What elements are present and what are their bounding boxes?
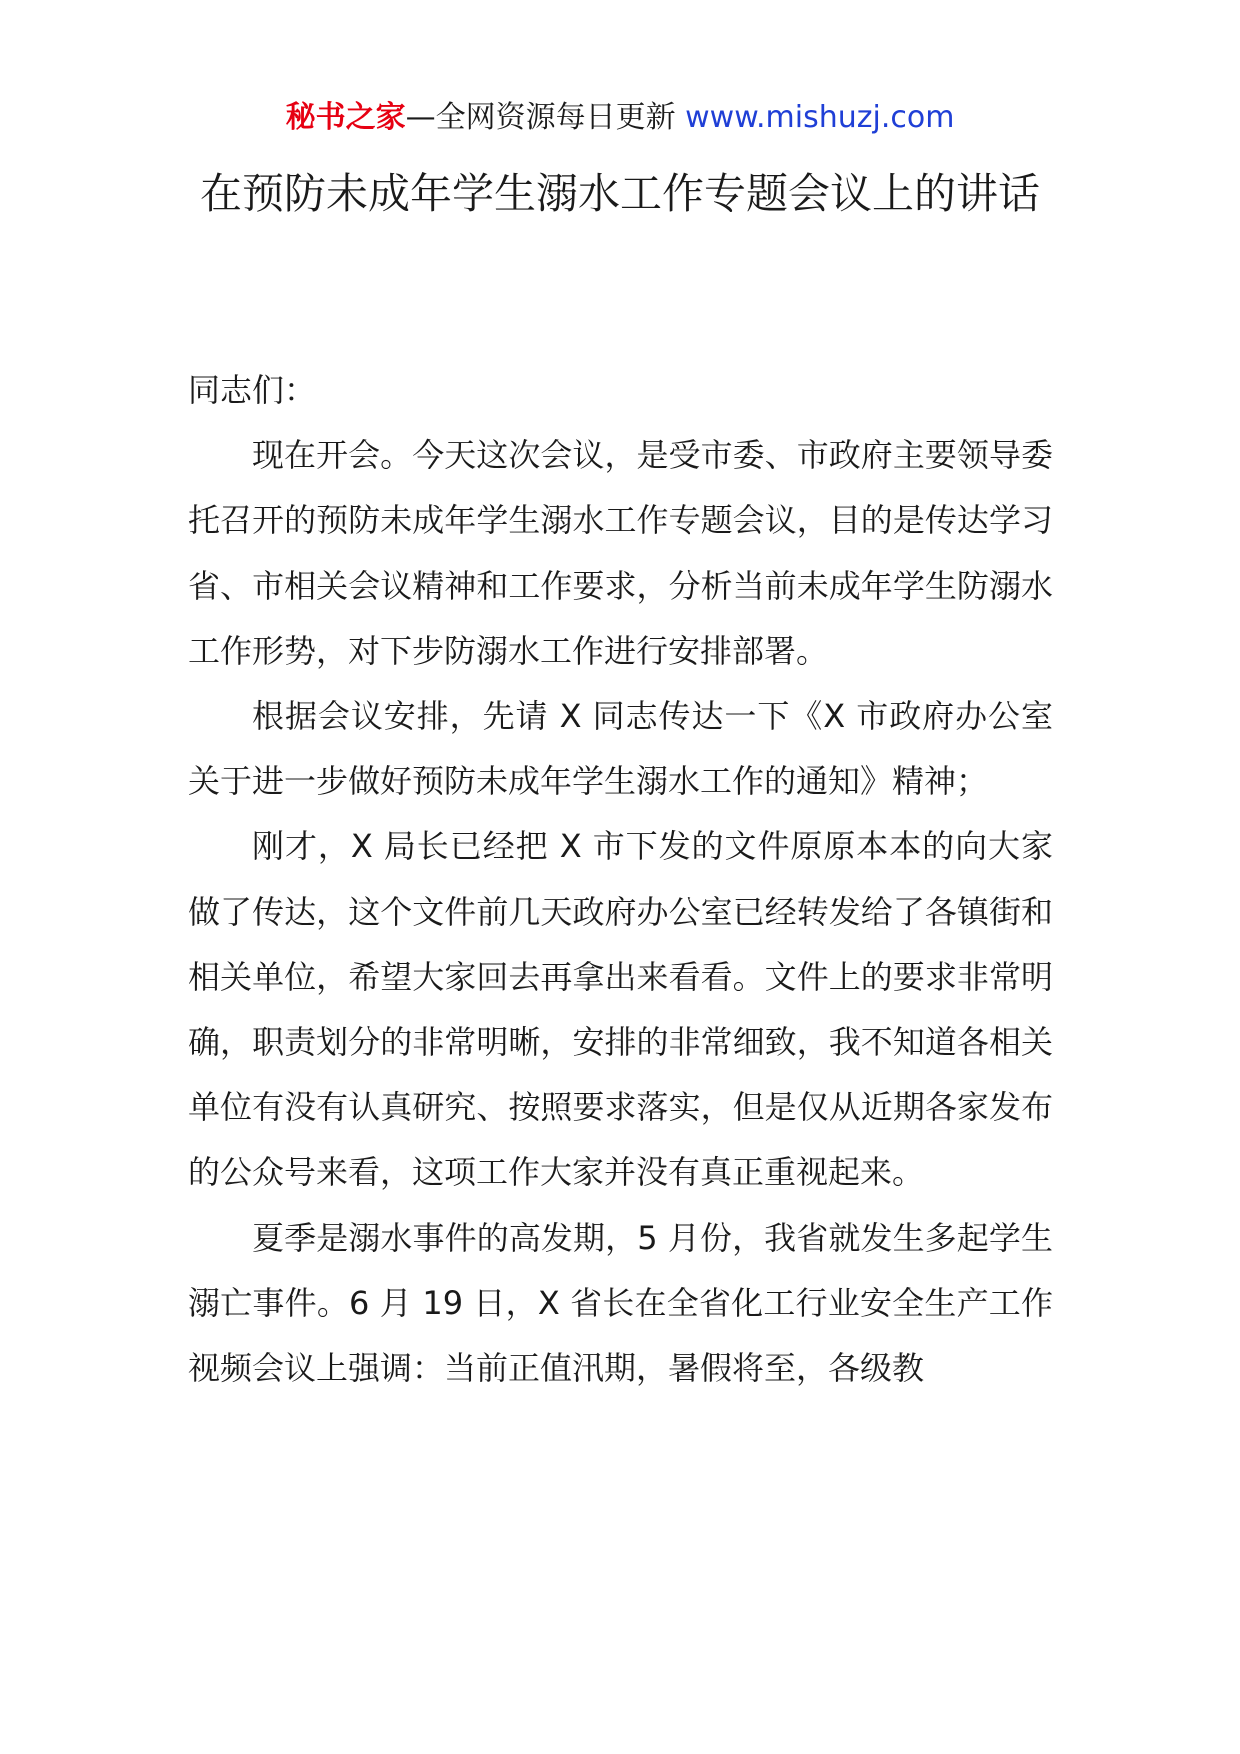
- header-slogan: —全网资源每日更新: [405, 100, 676, 135]
- paragraph: 刚才，X 局长已经把 X 市下发的文件原原本本的向大家做了传达，这个文件前几天政府办公室已经转发给了各镇街和相关单位，希望大家回去再拿出来看看。文件上的要求非常明确，职责划分的非常明晰，安排的非常细致，我不知道各相关单位有没有认真研究、按照要求落实，但是仅从近期各家发布的公众号来看，这项工作大家并没有真正重视起来。: [188, 827, 1053, 1192]
- paragraph: 夏季是溺水事件的高发期，5 月份，我省就发生多起学生溺亡事件。6 月 19 日，X 省长在全省化工行业安全生产工作视频会议上强调：当前正值汛期，暑假将至，各级教: [188, 1218, 1053, 1388]
- document-title: 在预防未成年学生溺水工作专题会议上的讲话: [199, 169, 1040, 218]
- site-header: [0, 98, 1240, 138]
- brand-name: 秘书之家: [285, 100, 406, 135]
- paragraph: 现在开会。今天这次会议，是受市委、市政府主要领导委托召开的预防未成年学生溺水工作专题会议，目的是传达学习省、市相关会议精神和工作要求，分析当前未成年学生防溺水工作形势，对下步防溺水工作进行安排部署。: [188, 436, 1053, 670]
- document-body: [188, 358, 1053, 1401]
- paragraph: 根据会议安排，先请 X 同志传达一下《X 市政府办公室关于进一步做好预防未成年学生溺水工作的通知》精神；: [188, 697, 1053, 801]
- salutation: 同志们：: [188, 371, 317, 409]
- site-url-link[interactable]: www.mishuzj.com: [685, 100, 955, 135]
